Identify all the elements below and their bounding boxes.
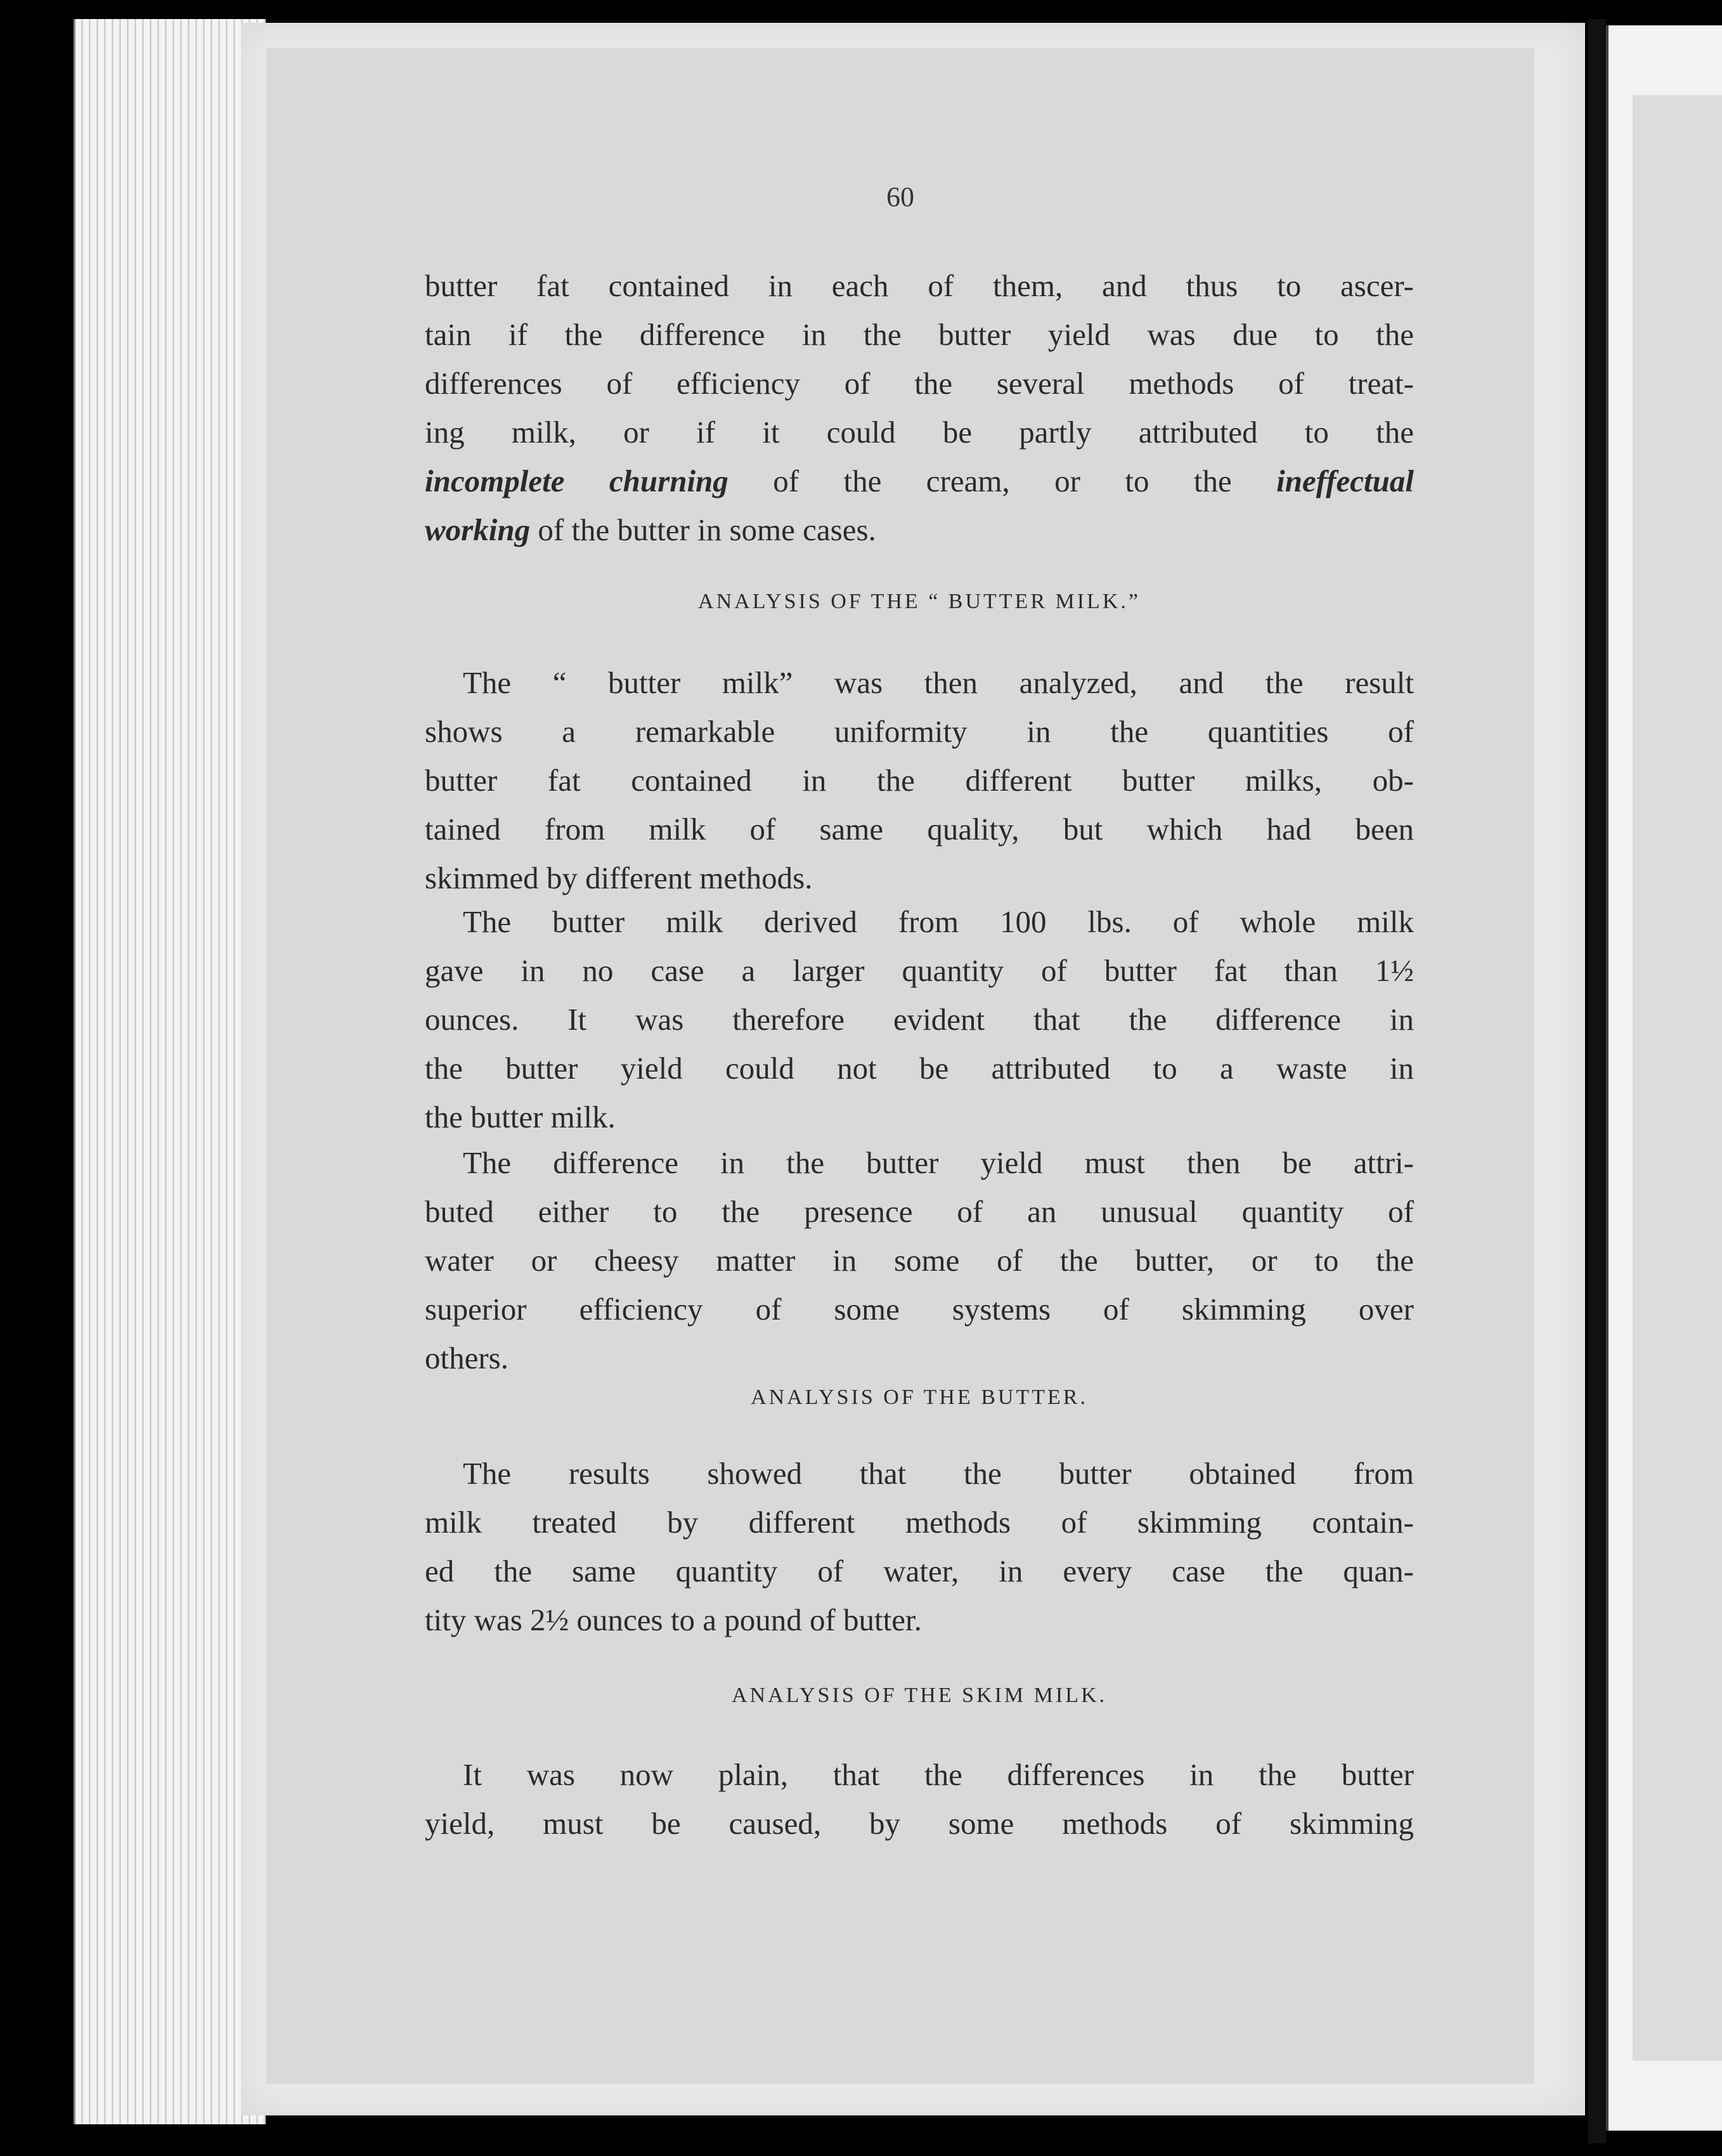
paragraph-intro [425,261,1414,554]
text-line: ed the same quantity of water, in every case the quan- [425,1554,1414,1588]
section-heading: ANALYSIS OF THE BUTTER. [751,1386,1088,1409]
text-line: The results showed that the butter obtained from [463,1456,1414,1491]
text-line: gave in no case a larger quantity of butter fat than 1½ [425,953,1414,988]
text-line: milk treated by different methods of skimming contain- [425,1505,1414,1540]
paragraph-buttermilk-1 [425,658,1414,902]
text-span: of the butter in some cases. [530,512,876,547]
paragraph-buttermilk-2 [425,897,1414,1141]
next-page-area [1633,95,1722,2061]
text-line: shows a remarkable uniformity in the quantities of [425,714,1414,749]
text-line: water or cheesy matter in some of the butter, or to the [425,1243,1414,1278]
section-heading-block [425,1684,1414,1708]
text-line: superior efficiency of some systems of skimming over [425,1292,1414,1327]
text-line: The difference in the butter yield must then be attri- [463,1145,1414,1180]
italic-phrase: working [425,512,531,547]
text-line: ounces. It was therefore evident that the difference in [425,1002,1414,1037]
italic-phrase: incomplete churning [425,464,728,498]
text-line: butter fat contained in the different butter milks, ob- [425,763,1414,798]
text-line-mixed [425,505,1414,554]
text-line: buted either to the presence of an unusual quantity of [425,1194,1414,1229]
text-line: tained from milk of same quality, but which had been [425,812,1414,847]
section-heading: ANALYSIS OF THE “ BUTTER MILK.” [698,590,1141,613]
text-line: others. [425,1341,508,1375]
section-heading-block [425,1386,1414,1410]
section-heading-block [425,590,1414,614]
italic-phrase: ineffectual [1276,464,1414,498]
text-span: of the cream, or to the [728,464,1277,498]
text-line: butter fat contained in each of them, and thus to ascer- [425,268,1414,303]
text-line: The “ butter milk” was then analyzed, and the result [463,665,1414,700]
page-number: 60 [886,181,914,212]
text-line: tain if the difference in the butter yield was due to the [425,317,1414,352]
page-edges [74,19,266,2124]
text-line: tity was 2½ ounces to a pound of butter. [425,1602,922,1637]
text-line: ing milk, or if it could be partly attributed to the [425,415,1414,450]
binding-gutter [1588,19,1606,2143]
text-line: yield, must be caused, by some methods of skimming [425,1806,1414,1841]
text-line: It was now plain, that the differences in the butter [463,1757,1414,1792]
section-heading: ANALYSIS OF THE SKIM MILK. [731,1684,1108,1707]
text-line: The butter milk derived from 100 lbs. of whole milk [463,904,1414,939]
text-line: skimmed by different methods. [425,860,813,895]
paragraph-buttermilk-3 [425,1138,1414,1382]
paragraph-butter [425,1449,1414,1644]
text-line-mixed [425,457,1414,505]
text-line: the butter yield could not be attributed to a waste in [425,1051,1414,1086]
text-line: the butter milk. [425,1100,616,1134]
paragraph-skim [425,1750,1414,1848]
text-line: differences of efficiency of the several methods of treat- [425,366,1414,401]
